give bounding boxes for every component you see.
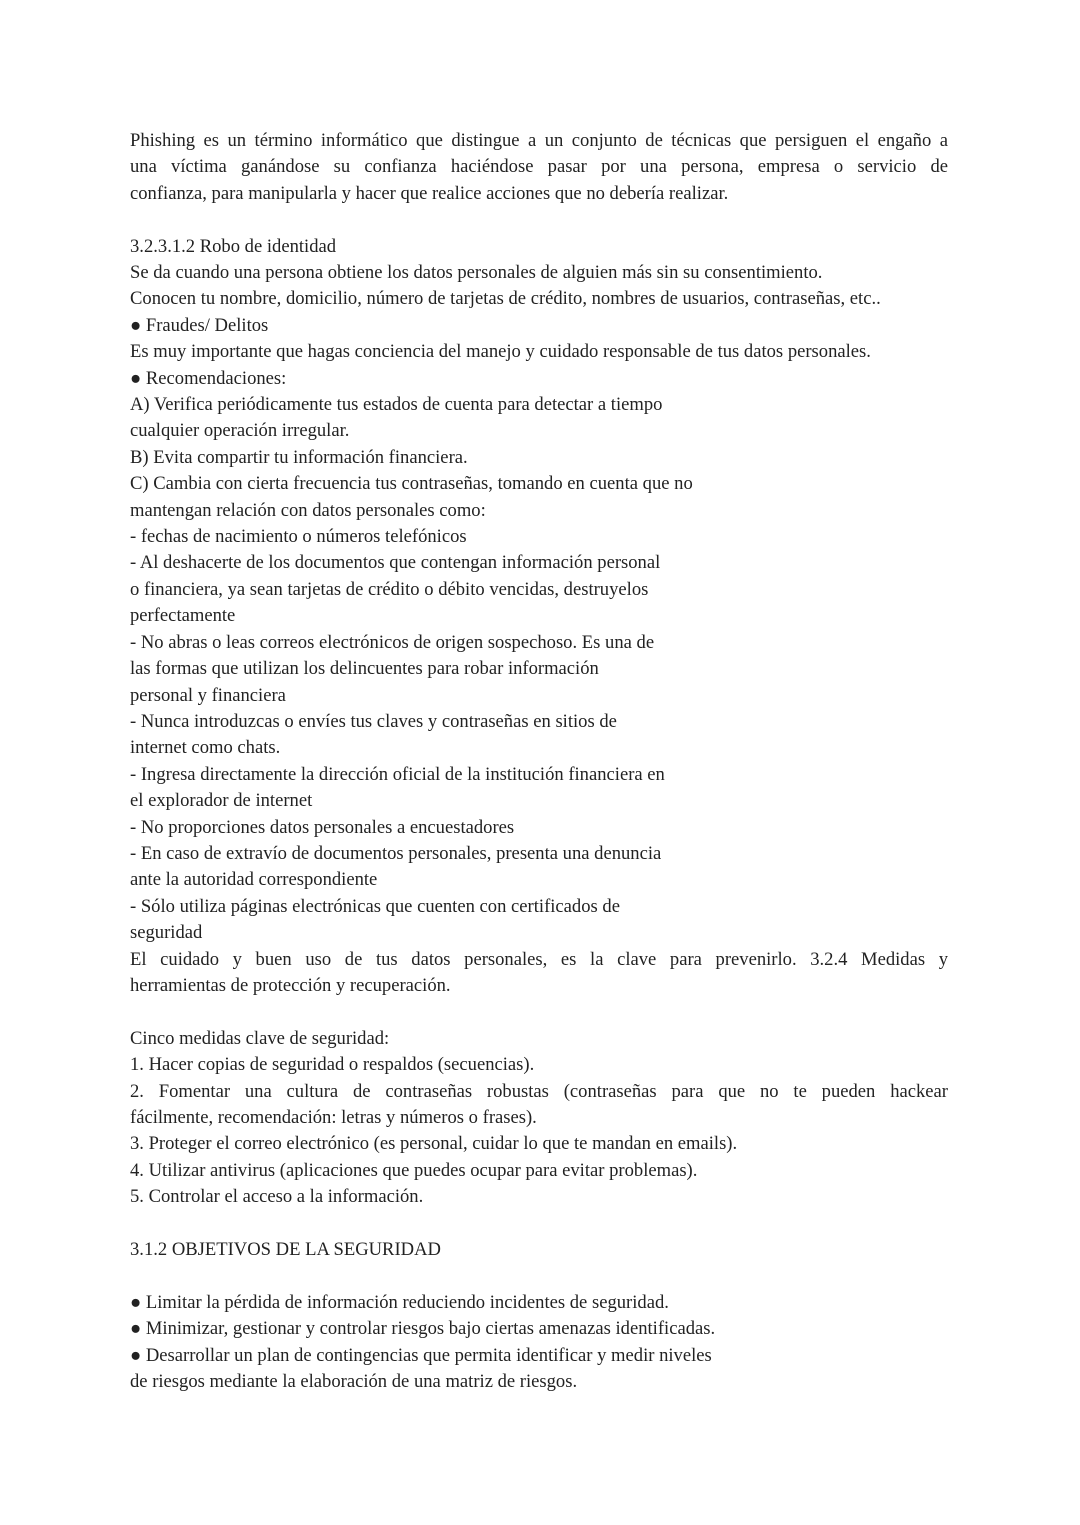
paragraph-spacer [130, 1263, 948, 1289]
text-line: 4. Utilizar antivirus (aplicaciones que puedes ocupar para evitar problemas). [130, 1159, 698, 1181]
text-line: el explorador de internet [130, 790, 313, 812]
text-line: mantengan relación con datos personales como: [130, 499, 486, 521]
text-line: - En caso de extravío de documentos personales, presenta una denuncia [130, 842, 662, 864]
paragraph [130, 1290, 948, 1396]
text-line: fácilmente, recomendación: letras y números o frases). [130, 1107, 537, 1128]
text-line: personal y financiera [130, 684, 286, 706]
text-line: 3. Proteger el correo electrónico (es personal, cuidar lo que te mandan en emails). [130, 1133, 738, 1155]
text-line: una víctima ganándose su confianza haciéndose pasar por una persona, empresa o servicio de [130, 156, 948, 178]
text-line: seguridad [130, 922, 203, 944]
paragraph [130, 1026, 948, 1211]
text-line: Conocen tu nombre, domicilio, número de tarjetas de crédito, nombres de usuarios, contraseñas, etc.. [130, 288, 881, 310]
text-line: Phishing es un término informático que distingue a un conjunto de técnicas que persiguen el engaño a [130, 130, 948, 151]
paragraph-spacer [130, 999, 948, 1025]
text-line: 1. Hacer copias de seguridad o respaldos (secuencias). [130, 1054, 535, 1076]
text-line: C) Cambia con cierta frecuencia tus contraseñas, tomando en cuenta que no [130, 473, 693, 495]
text-line: 2. Fomentar una cultura de contraseñas robustas (contraseñas para que no te pueden hackear [130, 1080, 948, 1102]
text-line: 5. Controlar el acceso a la información. [130, 1186, 424, 1208]
text-line: Es muy importante que hagas conciencia del manejo y cuidado responsable de tus datos personales. [130, 341, 871, 363]
paragraph [130, 1237, 948, 1263]
text-line: o financiera, ya sean tarjetas de crédito o débito vencidas, destruyelos [130, 578, 649, 600]
text-line: - Al deshacerte de los documentos que contengan información personal [130, 552, 661, 574]
text-line: A) Verifica periódicamente tus estados de cuenta para detectar a tiempo [130, 394, 663, 416]
paragraph [130, 234, 948, 1000]
text-line: ● Recomendaciones: [130, 367, 287, 389]
text-line: de riesgos mediante la elaboración de una matriz de riesgos. [130, 1371, 578, 1393]
text-line: - Sólo utiliza páginas electrónicas que cuenten con certificados de [130, 895, 620, 917]
paragraph [130, 128, 948, 207]
text-line: - fechas de nacimiento o números telefónicos [130, 526, 467, 548]
text-line: cualquier operación irregular. [130, 420, 350, 442]
paragraph-spacer [130, 207, 948, 233]
text-line: ● Desarrollar un plan de contingencias que permita identificar y medir niveles [130, 1344, 712, 1366]
paragraph-spacer [130, 1211, 948, 1237]
text-line: 3.1.2 OBJETIVOS DE LA SEGURIDAD [130, 1239, 441, 1261]
document-page [130, 128, 948, 1395]
text-line: las formas que utilizan los delincuentes para robar información [130, 658, 599, 680]
text-line: Se da cuando una persona obtiene los datos personales de alguien más sin su consentimiento. [130, 262, 823, 284]
text-line: B) Evita compartir tu información financiera. [130, 446, 468, 468]
text-line: - Nunca introduzcas o envíes tus claves y contraseñas en sitios de [130, 710, 617, 732]
text-line: - Ingresa directamente la dirección oficial de la institución financiera en [130, 763, 665, 785]
text-line: ● Fraudes/ Delitos [130, 314, 269, 336]
text-line: ● Minimizar, gestionar y controlar riesgos bajo ciertas amenazas identificadas. [130, 1318, 716, 1340]
text-line: ● Limitar la pérdida de información reduciendo incidentes de seguridad. [130, 1291, 669, 1313]
text-line: Cinco medidas clave de seguridad: [130, 1027, 390, 1049]
text-line: herramientas de protección y recuperación. [130, 974, 451, 996]
text-line: internet como chats. [130, 737, 281, 759]
text-line: - No proporciones datos personales a encuestadores [130, 816, 515, 838]
text-line: confianza, para manipularla y hacer que realice acciones que no debería realizar. [130, 182, 729, 204]
text-line: 3.2.3.1.2 Robo de identidad [130, 235, 337, 257]
text-line: perfectamente [130, 605, 236, 627]
text-line: - No abras o leas correos electrónicos de origen sospechoso. Es una de [130, 631, 655, 653]
text-line: El cuidado y buen uso de tus datos personales, es la clave para prevenirlo. 3.2.4 Medidas y [130, 948, 948, 970]
text-line: ante la autoridad correspondiente [130, 869, 378, 891]
